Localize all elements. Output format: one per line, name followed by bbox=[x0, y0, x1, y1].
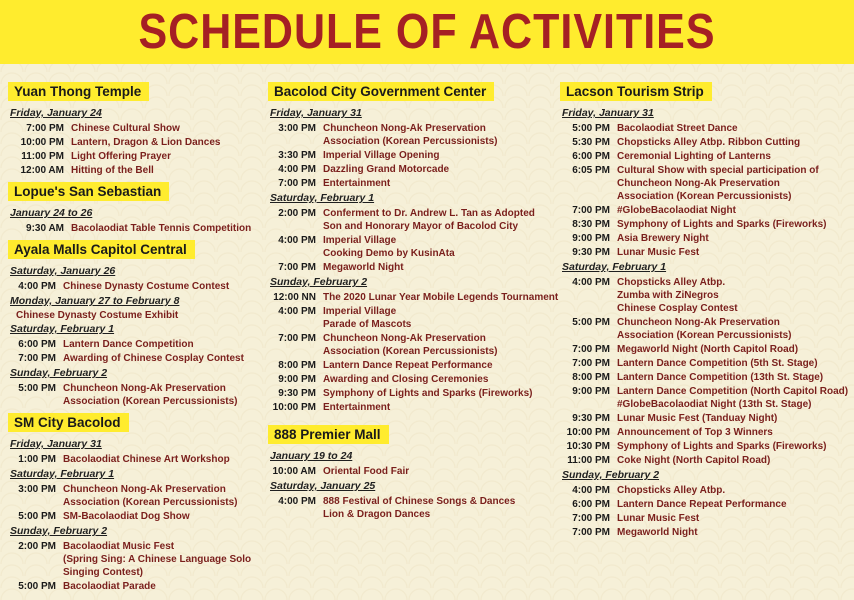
event-row bbox=[560, 164, 850, 203]
event-text: The 2020 Lunar Year Mobile Legends Tournament bbox=[323, 292, 559, 303]
date-label: Saturday, January 25 bbox=[270, 480, 376, 492]
event-text: Lunar Music Fest bbox=[617, 247, 700, 258]
event-text: Ceremonial Lighting of Lanterns bbox=[617, 151, 771, 162]
event-text: Imperial Village Parade of Mascots bbox=[323, 306, 412, 330]
event-time: 6:00 PM bbox=[572, 151, 610, 162]
event-time: 2:00 PM bbox=[18, 541, 56, 552]
date-label: Sunday, February 2 bbox=[10, 367, 108, 379]
event-row bbox=[8, 453, 270, 466]
event-time: 7:00 PM bbox=[278, 178, 316, 189]
event-list bbox=[8, 122, 270, 177]
event-row bbox=[268, 387, 560, 400]
event-time: 4:00 PM bbox=[278, 164, 316, 175]
event-text: Chopsticks Alley Atbp. bbox=[617, 485, 726, 496]
event-time: 3:30 PM bbox=[278, 150, 316, 161]
event-text: Bacolaodiat Street Dance bbox=[617, 123, 738, 134]
event-row bbox=[268, 163, 560, 176]
date-label: Saturday, February 1 bbox=[270, 192, 375, 204]
event-text: Chopsticks Alley Atbp. Zumba with ZiNegros Chinese Cosplay Contest bbox=[617, 277, 738, 314]
venue-sm-city: SM City Bacolod bbox=[8, 413, 129, 432]
event-text: Bacolaodiat Parade bbox=[63, 581, 156, 592]
event-row bbox=[8, 580, 270, 593]
event-text: Lantern Dance Repeat Performance bbox=[323, 360, 493, 371]
event-time: 11:00 PM bbox=[567, 455, 610, 466]
date-label: January 24 to 26 bbox=[10, 207, 93, 219]
event-row bbox=[560, 357, 850, 370]
column-1 bbox=[8, 82, 270, 594]
venue-888-premier: 888 Premier Mall bbox=[268, 425, 389, 444]
event-text: Entertainment bbox=[323, 402, 391, 413]
event-list bbox=[8, 338, 270, 365]
column-2 bbox=[268, 82, 560, 522]
date-label: Friday, January 31 bbox=[270, 107, 362, 119]
event-row bbox=[8, 150, 270, 163]
event-list bbox=[8, 540, 270, 593]
event-row bbox=[560, 371, 850, 384]
event-row bbox=[560, 218, 850, 231]
event-row bbox=[268, 359, 560, 372]
event-text: Chuncheon Nong-Ak Preservation Association (Korean Percussionists) bbox=[63, 383, 238, 407]
event-text: Imperial Village Cooking Demo by KusinAta bbox=[323, 235, 455, 259]
event-row bbox=[560, 454, 850, 467]
event-text: Chopsticks Alley Atbp. Ribbon Cutting bbox=[617, 137, 801, 148]
event-time: 3:00 PM bbox=[18, 484, 56, 495]
event-row bbox=[8, 483, 270, 509]
event-row bbox=[560, 385, 850, 411]
event-text: Entertainment bbox=[323, 178, 391, 189]
event-time: 10:30 PM bbox=[566, 441, 610, 452]
event-text: Chuncheon Nong-Ak Preservation Association (Korean Percussionists) bbox=[323, 123, 498, 147]
event-row bbox=[560, 150, 850, 163]
event-list bbox=[8, 453, 270, 466]
event-text: SM-Bacolaodiat Dog Show bbox=[63, 511, 190, 522]
date-label: Saturday, January 26 bbox=[10, 265, 116, 277]
event-text: Symphony of Lights and Sparks (Fireworks) bbox=[617, 441, 827, 452]
event-time: 7:00 PM bbox=[572, 513, 610, 524]
event-text: Cultural Show with special participation of Chuncheon Nong-Ak Preservation Association (Korean Percussionists) bbox=[617, 165, 819, 202]
event-time: 5:00 PM bbox=[18, 581, 56, 592]
event-time: 1:00 PM bbox=[18, 454, 56, 465]
event-row bbox=[560, 122, 850, 135]
event-row bbox=[8, 222, 270, 235]
event-time: 3:00 PM bbox=[278, 123, 316, 134]
event-time: 10:00 PM bbox=[566, 427, 610, 438]
event-row bbox=[268, 149, 560, 162]
event-text: Bacolaodiat Chinese Art Workshop bbox=[63, 454, 230, 465]
date-label: Sunday, February 2 bbox=[10, 525, 108, 537]
event-text: Lunar Music Fest (Tanduay Night) bbox=[617, 413, 778, 424]
event-list bbox=[560, 276, 850, 467]
date-label: Friday, January 31 bbox=[562, 107, 654, 119]
event-row bbox=[268, 207, 560, 233]
event-time: 9:30 PM bbox=[572, 413, 610, 424]
event-row bbox=[560, 484, 850, 497]
venue-government-center: Bacolod City Government Center bbox=[268, 82, 494, 101]
event-list bbox=[268, 465, 560, 478]
date-label: January 19 to 24 bbox=[270, 450, 353, 462]
event-text: Symphony of Lights and Sparks (Fireworks) bbox=[617, 219, 827, 230]
event-row bbox=[560, 246, 850, 259]
event-row bbox=[268, 495, 560, 521]
event-time: 10:00 PM bbox=[272, 402, 316, 413]
event-list bbox=[8, 222, 270, 235]
event-row bbox=[8, 136, 270, 149]
event-text: Awarding of Chinese Cosplay Contest bbox=[63, 353, 244, 364]
event-row bbox=[268, 401, 560, 414]
event-text: Lantern Dance Competition (5th St. Stage) bbox=[617, 358, 818, 369]
event-text: Imperial Village Opening bbox=[323, 150, 440, 161]
event-list bbox=[268, 207, 560, 274]
event-time: 8:00 PM bbox=[278, 360, 316, 371]
event-text: Light Offering Prayer bbox=[71, 151, 172, 162]
event-text: Megaworld Night (North Capitol Road) bbox=[617, 344, 799, 355]
event-time: 5:00 PM bbox=[572, 123, 610, 134]
event-row bbox=[8, 510, 270, 523]
event-text: Symphony of Lights and Sparks (Fireworks) bbox=[323, 388, 533, 399]
event-text: Lunar Music Fest bbox=[617, 513, 700, 524]
event-time: 4:00 PM bbox=[278, 496, 316, 507]
event-text: Hitting of the Bell bbox=[71, 165, 154, 176]
event-row bbox=[8, 382, 270, 408]
event-row bbox=[268, 332, 560, 358]
event-text: Dazzling Grand Motorcade bbox=[323, 164, 450, 175]
event-row bbox=[268, 373, 560, 386]
event-list bbox=[268, 495, 560, 521]
event-time: 5:00 PM bbox=[18, 511, 56, 522]
event-row bbox=[268, 291, 560, 304]
event-row bbox=[268, 465, 560, 478]
event-time: 11:00 PM bbox=[21, 151, 64, 162]
event-time: 5:00 PM bbox=[18, 383, 56, 394]
event-list bbox=[560, 122, 850, 259]
event-time: 4:00 PM bbox=[572, 485, 610, 496]
event-text: Bacolaodiat Table Tennis Competition bbox=[71, 223, 252, 234]
event-row bbox=[268, 122, 560, 148]
event-text: Chinese Dynasty Costume Exhibit bbox=[16, 310, 179, 321]
event-list bbox=[8, 382, 270, 408]
event-time: 7:00 PM bbox=[278, 262, 316, 273]
event-row bbox=[560, 232, 850, 245]
event-text: Lantern Dance Competition bbox=[63, 339, 194, 350]
event-list bbox=[8, 280, 270, 293]
event-time: 9:00 PM bbox=[278, 374, 316, 385]
venue-lacson-strip: Lacson Tourism Strip bbox=[560, 82, 712, 101]
event-list bbox=[8, 483, 270, 523]
event-time: 9:30 PM bbox=[278, 388, 316, 399]
event-time: 7:00 PM bbox=[572, 205, 610, 216]
event-time: 6:05 PM bbox=[572, 165, 610, 176]
date-label: Saturday, February 1 bbox=[562, 261, 667, 273]
event-text: Chuncheon Nong-Ak Preservation Association (Korean Percussionists) bbox=[617, 317, 792, 341]
event-row bbox=[560, 512, 850, 525]
event-time: 12:00 AM bbox=[20, 165, 64, 176]
event-time: 7:00 PM bbox=[18, 353, 56, 364]
event-row bbox=[8, 280, 270, 293]
event-text: Lantern Dance Competition (North Capitol Road) #GlobeBacolaodiat Night (13th St. Stage) bbox=[617, 386, 849, 410]
event-time: 12:00 NN bbox=[273, 292, 316, 303]
event-text: Chinese Dynasty Costume Contest bbox=[63, 281, 230, 292]
event-time: 9:30 PM bbox=[572, 247, 610, 258]
event-row bbox=[8, 540, 270, 579]
event-row bbox=[8, 164, 270, 177]
date-label: Saturday, February 1 bbox=[10, 468, 115, 480]
event-time: 9:30 AM bbox=[26, 223, 64, 234]
event-text: #GlobeBacolaodiat Night bbox=[617, 205, 736, 216]
date-label: Sunday, February 2 bbox=[270, 276, 368, 288]
event-list bbox=[268, 122, 560, 190]
event-text: 888 Festival of Chinese Songs & Dances Lion & Dragon Dances bbox=[323, 496, 516, 520]
event-list bbox=[268, 291, 560, 414]
event-row bbox=[560, 316, 850, 342]
venue-yuan-thong: Yuan Thong Temple bbox=[8, 82, 149, 101]
venue-ayala: Ayala Malls Capitol Central bbox=[8, 240, 195, 259]
event-row bbox=[560, 276, 850, 315]
event-text: Megaworld Night bbox=[323, 262, 404, 273]
event-row bbox=[560, 204, 850, 217]
event-time: 7:00 PM bbox=[26, 123, 64, 134]
event-time: 6:00 PM bbox=[18, 339, 56, 350]
event-time: 9:00 PM bbox=[572, 386, 610, 397]
event-row bbox=[560, 412, 850, 425]
date-label: Saturday, February 1 bbox=[10, 323, 115, 335]
event-time: 9:00 PM bbox=[572, 233, 610, 244]
event-row bbox=[560, 426, 850, 439]
event-time: 4:00 PM bbox=[278, 306, 316, 317]
event-row bbox=[560, 136, 850, 149]
event-text: Megaworld Night bbox=[617, 527, 698, 538]
event-row bbox=[268, 177, 560, 190]
venue-lopue: Lopue's San Sebastian bbox=[8, 182, 169, 201]
event-row bbox=[560, 498, 850, 511]
event-time: 4:00 PM bbox=[18, 281, 56, 292]
event-row bbox=[8, 352, 270, 365]
event-time: 6:00 PM bbox=[572, 499, 610, 510]
event-row bbox=[268, 261, 560, 274]
header-banner bbox=[0, 0, 854, 64]
event-text: Chuncheon Nong-Ak Preservation Association (Korean Percussionists) bbox=[323, 333, 498, 357]
column-3 bbox=[560, 82, 850, 540]
event-text: Bacolaodiat Music Fest (Spring Sing: A Chinese Language Solo Singing Contest) bbox=[63, 541, 252, 578]
event-text: Awarding and Closing Ceremonies bbox=[323, 374, 489, 385]
event-row bbox=[560, 343, 850, 356]
event-time: 7:00 PM bbox=[572, 527, 610, 538]
event-time: 5:30 PM bbox=[572, 137, 610, 148]
event-time: 8:30 PM bbox=[572, 219, 610, 230]
event-time: 4:00 PM bbox=[278, 235, 316, 246]
event-time: 7:00 PM bbox=[572, 344, 610, 355]
event-time: 8:00 PM bbox=[572, 372, 610, 383]
date-label: Sunday, February 2 bbox=[562, 469, 660, 481]
date-label: Friday, January 24 bbox=[10, 107, 102, 119]
event-time: 2:00 PM bbox=[278, 208, 316, 219]
event-text: Announcement of Top 3 Winners bbox=[617, 427, 773, 438]
event-row bbox=[268, 234, 560, 260]
event-list bbox=[560, 484, 850, 539]
event-time: 4:00 PM bbox=[572, 277, 610, 288]
event-row bbox=[8, 338, 270, 351]
event-time: 10:00 AM bbox=[272, 466, 316, 477]
event-text: Chinese Cultural Show bbox=[71, 123, 180, 134]
event-text: Lantern Dance Competition (13th St. Stage) bbox=[617, 372, 824, 383]
event-time: 5:00 PM bbox=[572, 317, 610, 328]
event-time: 10:00 PM bbox=[20, 137, 64, 148]
event-row bbox=[268, 305, 560, 331]
event-text: Conferment to Dr. Andrew L. Tan as Adopted Son and Honorary Mayor of Bacolod City bbox=[323, 208, 535, 232]
event-row bbox=[560, 440, 850, 453]
event-text: Chuncheon Nong-Ak Preservation Association (Korean Percussionists) bbox=[63, 484, 238, 508]
event-row bbox=[8, 122, 270, 135]
event-time: 7:00 PM bbox=[278, 333, 316, 344]
event-row bbox=[560, 526, 850, 539]
event-time: 7:00 PM bbox=[572, 358, 610, 369]
event-text: Lantern Dance Repeat Performance bbox=[617, 499, 787, 510]
event-text: Lantern, Dragon & Lion Dances bbox=[71, 137, 221, 148]
date-label: Monday, January 27 to February 8 bbox=[10, 295, 180, 307]
event-text: Oriental Food Fair bbox=[323, 466, 410, 477]
event-text: Coke Night (North Capitol Road) bbox=[617, 455, 771, 466]
page-title: SCHEDULE OF ACTIVITIES bbox=[138, 3, 716, 60]
date-label: Friday, January 31 bbox=[10, 438, 102, 450]
event-text: Asia Brewery Night bbox=[617, 233, 709, 244]
